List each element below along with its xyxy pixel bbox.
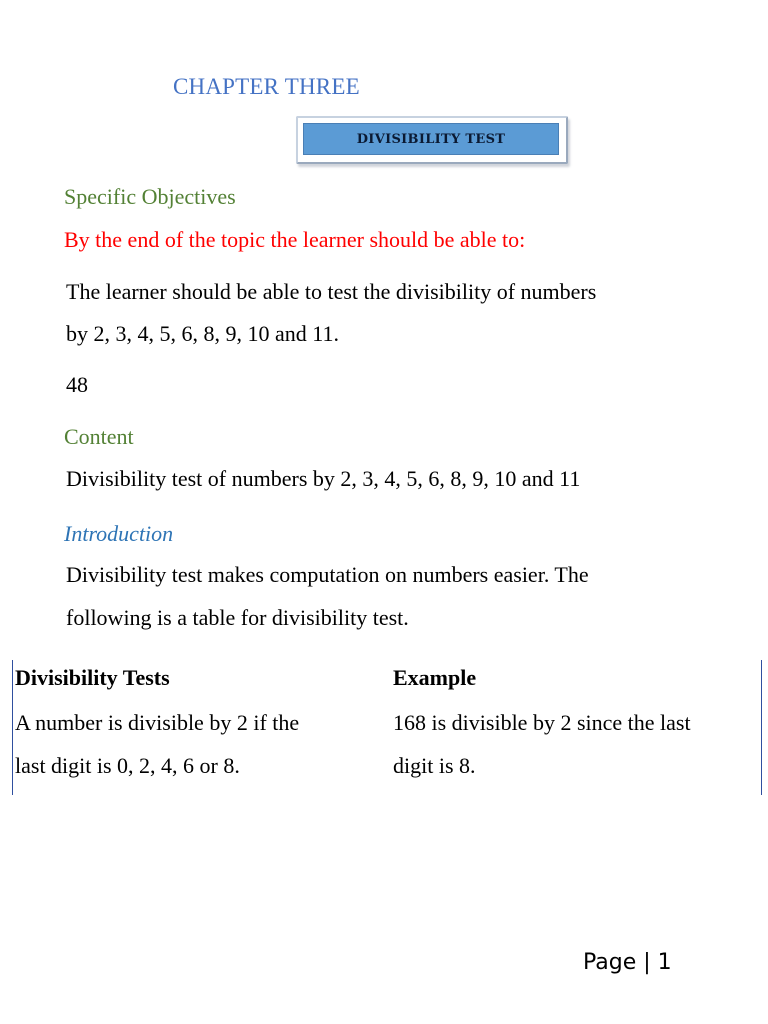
objective-line-2: by 2, 3, 4, 5, 6, 8, 9, 10 and 11. <box>66 321 339 346</box>
content-text: Divisibility test of numbers by 2, 3, 4, 5, 6, 8, 9, 10 and 11 <box>66 466 581 491</box>
table-header-tests: Divisibility Tests <box>15 665 170 690</box>
divisibility-table <box>12 660 763 795</box>
banner-label: DIVISIBILITY TEST <box>303 123 559 155</box>
table-header-example: Example <box>393 665 477 690</box>
content-heading: Content <box>64 424 134 449</box>
table-cell-test-line-2: last digit is 0, 2, 4, 6 or 8. <box>15 753 240 778</box>
introduction-heading: Introduction <box>64 521 174 546</box>
introduction-line-1: Divisibility test makes computation on numbers easier. The <box>66 562 589 587</box>
objective-line-1: The learner should be able to test the divisibility of numbers <box>66 279 597 304</box>
table-left-border <box>12 660 13 795</box>
chapter-banner <box>296 116 566 164</box>
objectives-lead: By the end of the topic the learner should be able to: <box>64 227 526 252</box>
table-right-border <box>761 660 762 795</box>
introduction-line-2: following is a table for divisibility test. <box>66 605 409 630</box>
table-cell-example-line-2: digit is 8. <box>393 753 476 778</box>
objectives-heading: Specific Objectives <box>64 184 236 209</box>
chapter-title: CHAPTER THREE <box>173 74 360 99</box>
table-cell-example-line-1: 168 is divisible by 2 since the last <box>393 710 691 735</box>
page-number-note: 48 <box>66 372 88 397</box>
page-footer: Page | 1 <box>583 950 672 975</box>
table-cell-test-line-1: A number is divisible by 2 if the <box>15 710 300 735</box>
